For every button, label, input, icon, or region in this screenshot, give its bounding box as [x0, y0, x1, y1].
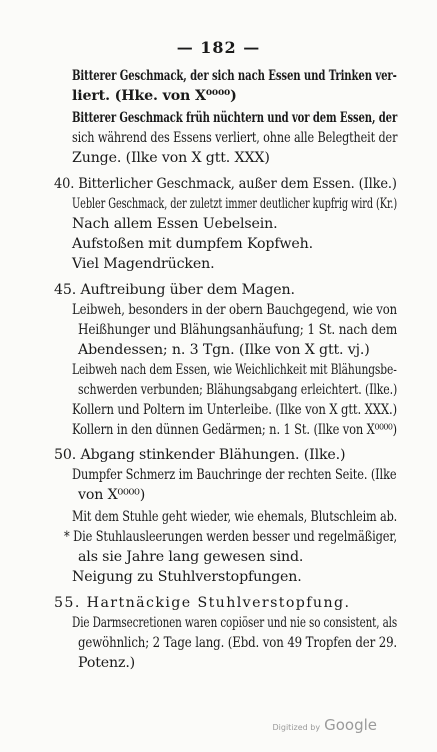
text-line: Aufstoßen mit dumpfem Kopfweh. — [72, 236, 314, 252]
text-line: Uebler Geschmack, der zuletzt immer deutlicher kupfrig wird (Kr.) — [72, 196, 398, 212]
text-line: Kollern in den dünnen Gedärmen; n. 1 St. (Ilke von X⁰⁰⁰⁰) — [72, 422, 397, 438]
text-line: sich während des Essens verliert, ohne alle Belegtheit der — [72, 130, 398, 146]
text-line: Zunge. (Ilke von X gtt. XXX) — [72, 150, 270, 166]
text-line: Kollern und Poltern im Unterleibe. (Ilke von X gtt. XXX.) — [72, 402, 398, 418]
text-line: liert. (Hke. von X⁰⁰⁰⁰) — [72, 88, 237, 104]
text-line: gewöhnlich; 2 Tage lang. (Ebd. von 49 Tropfen der 29. — [78, 635, 398, 651]
text-line: Abendessen; n. 3 Tgn. (Ilke von X gtt. vj.) — [78, 342, 370, 358]
watermark-brand: Google — [324, 716, 377, 734]
page-number: — 182 — — [176, 38, 261, 57]
text-line: Heißhunger und Blähungsanhäufung; 1 St. nach dem — [78, 322, 398, 338]
digitization-watermark — [272, 716, 377, 734]
text-line: Potenz.) — [78, 655, 136, 671]
text-line: von X⁰⁰⁰⁰) — [78, 487, 146, 503]
text-line: als sie Jahre lang gewesen sind. — [78, 549, 304, 565]
text-line: Leibweh, besonders in der obern Bauchgegend, wie von — [72, 302, 397, 318]
text-line: 40. Bitterlicher Geschmack, außer dem Essen. (Ilke.) — [54, 176, 397, 192]
text-line: Bitterer Geschmack, der sich nach Essen und Trinken ver- — [72, 68, 397, 84]
text-line: Viel Magendrücken. — [72, 256, 215, 272]
text-line: Dumpfer Schmerz im Bauchringe der rechten Seite. (Ilke — [72, 467, 397, 483]
text-line: 50. Abgang stinkender Blähungen. (Ilke.) — [54, 447, 346, 463]
text-line: Die Darmsecretionen waren copiöser und nie so consistent, als — [72, 615, 398, 631]
watermark-prefix: Digitized by — [272, 723, 321, 732]
text-line: * Die Stuhlausleerungen werden besser und regelmäßiger, — [64, 529, 397, 545]
text-line: Leibweh nach dem Essen, wie Weichlichkeit mit Blähungsbe- — [72, 362, 397, 378]
text-line: schwerden verbunden; Blähungsabgang erleichtert. (Ilke.) — [78, 382, 398, 398]
text-line: Nach allem Essen Uebelsein. — [72, 216, 278, 232]
text-line: 45. Auftreibung über dem Magen. — [54, 282, 295, 298]
text-line: Neigung zu Stuhlverstopfungen. — [72, 569, 302, 585]
text-line: Mit dem Stuhle geht wieder, wie ehemals, Blutschleim ab. — [72, 509, 398, 525]
text-line: 55. Hartnäckige Stuhlverstopfung. — [54, 595, 351, 611]
text-line: Bitterer Geschmack früh nüchtern und vor dem Essen, der — [72, 110, 398, 126]
